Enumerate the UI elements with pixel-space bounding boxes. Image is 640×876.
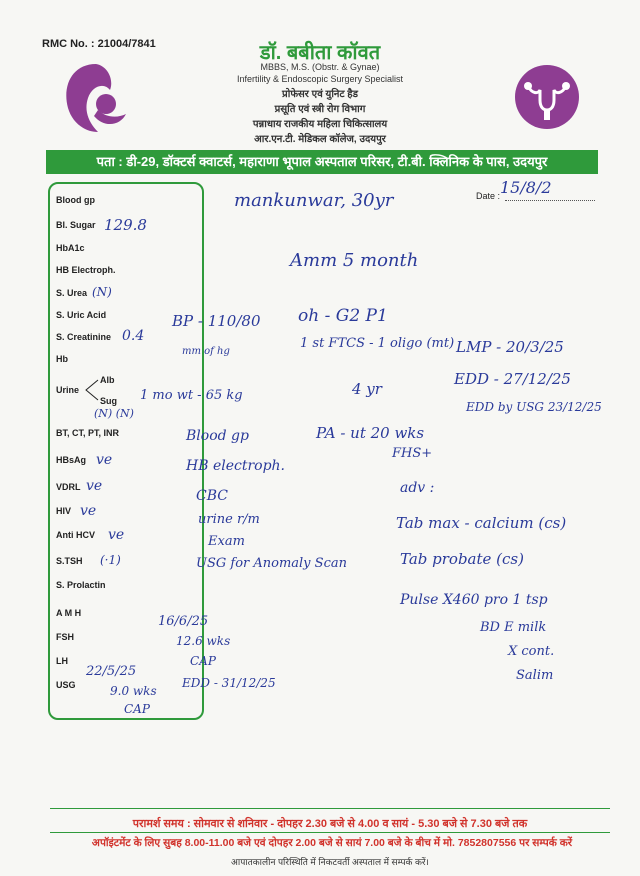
- pa-note: PA - ut 20 wks: [316, 424, 425, 442]
- anti-hcv-value: ve: [108, 527, 125, 543]
- doctor-name: डॉ. बबीता कॉवत: [259, 42, 381, 64]
- lab-s-tsh: S.TSH: [56, 556, 83, 566]
- appointment-info: अपॉइंटमेंट के लिए सुबह 8.00-11.00 बजे एवं दोपहर 2.00 बजे से सायं 7.00 बजे के बीच में मो. 7852807556 पर सम्पर्क करें: [91, 837, 573, 849]
- urine-bracket-icon: [84, 378, 100, 402]
- s-urea-value: (N): [92, 285, 112, 299]
- investigation-2: HB electroph.: [186, 458, 286, 474]
- mother-child-logo-icon: [58, 60, 134, 136]
- date-underline: [505, 200, 595, 201]
- lab-vdrl: VDRL: [56, 482, 81, 492]
- footer-divider-top: [50, 808, 610, 809]
- college-name: आर.एन.टी. मेडिकल कॉलेज, उदयपुर: [254, 134, 386, 145]
- consultation-timing: परामर्श समय : सोमवार से शनिवार - दोपहर 2.30 बजे से 4.00 व सायं - 5.30 बजे से 7.30 बजे तक: [132, 818, 528, 830]
- lab-hiv: HIV: [56, 506, 72, 516]
- usg2-cap: CAP: [190, 654, 216, 668]
- lab-hb: Hb: [56, 354, 68, 364]
- age-note: 4 yr: [352, 380, 382, 398]
- investigation-5: Exam: [208, 534, 245, 549]
- edd-note: EDD - 27/12/25: [454, 370, 571, 388]
- weight-note: 1 mo wt - 65 kg: [140, 388, 243, 403]
- vdrl-value: ve: [86, 478, 103, 494]
- usg2-date: 16/6/25: [158, 614, 209, 629]
- address-bar: पता : डी-29, डॉक्टर्स क्वाटर्स, महाराणा भूपाल अस्पताल परिसर, टी.बी. क्लिनिक के पास, उदयपुर: [46, 150, 598, 174]
- lab-urine: Urine: [56, 385, 80, 395]
- lab-fsh: FSH: [56, 632, 74, 642]
- emergency-note: आपातकालीन परिस्थिति में निकटवर्ती अस्पताल में सम्पर्क करें।: [231, 857, 429, 867]
- lab-blood-sugar: Bl. Sugar: [56, 220, 96, 230]
- s-creatinine-value: 0.4: [122, 328, 145, 344]
- usg1-date: 22/5/25: [86, 664, 137, 679]
- fhs-note: FHS+: [392, 446, 433, 461]
- degrees: MBBS, M.S. (Obstr. & Gynae): [260, 62, 380, 72]
- lab-usg: USG: [56, 680, 76, 690]
- medicine-2: Tab probate (cs): [400, 550, 524, 568]
- medicine-3-duration: X cont.: [508, 644, 555, 659]
- specialty: Infertility & Endoscopic Surgery Specialist: [236, 74, 404, 84]
- signature-note: Salim: [516, 668, 554, 683]
- usg1-cap: CAP: [124, 702, 150, 716]
- lab-s-uric-acid: S. Uric Acid: [56, 310, 107, 320]
- medicine-3: Pulse X460 pro 1 tsp: [400, 592, 548, 608]
- designation: प्रोफेसर एवं युनिट हैड: [282, 89, 358, 100]
- usg2-weeks: 12.6 wks: [176, 634, 231, 648]
- hospital-name: पन्नाधाय राजकीय महिला चिकित्सालय: [252, 119, 388, 130]
- investigation-1: Blood gp: [186, 428, 249, 444]
- hiv-value: ve: [80, 503, 97, 519]
- lab-bt-ct-pt-inr: BT, CT, PT, INR: [56, 428, 120, 438]
- investigation-3: CBC: [196, 488, 228, 504]
- bp-note: BP - 110/80: [172, 312, 261, 330]
- urine-result-marks: (N) (N): [94, 407, 134, 420]
- obstetric-history: oh - G2 P1: [298, 306, 388, 326]
- bp-unit: mm of hg: [182, 346, 230, 357]
- lab-anti-hcv: Anti HCV: [56, 530, 95, 540]
- blood-sugar-value: 129.8: [104, 216, 147, 234]
- lab-s-prolactin: S. Prolactin: [56, 580, 106, 590]
- lab-s-urea: S. Urea: [56, 288, 88, 298]
- lab-blood-group: Blood gp: [56, 195, 95, 205]
- amenorrhea-note: Amm 5 month: [290, 250, 419, 271]
- hbsag-value: ve: [96, 452, 113, 468]
- usg1-weeks: 9.0 wks: [110, 684, 157, 698]
- investigation-6: USG for Anomaly Scan: [196, 556, 347, 571]
- investigation-4: urine r/m: [198, 512, 260, 527]
- edd-usg-note: EDD by USG 23/12/25: [466, 400, 602, 414]
- s-tsh-value: (·1): [100, 553, 121, 567]
- usg2-edd: EDD - 31/12/25: [182, 676, 276, 690]
- lmp-note: LMP - 20/3/25: [456, 338, 564, 356]
- date-value: 15/8/2: [500, 178, 552, 197]
- medicine-3-dose: BD E milk: [480, 620, 547, 635]
- advice-label: adv :: [400, 480, 435, 496]
- lab-lh: LH: [56, 656, 68, 666]
- lab-hb-electroph: HB Electroph.: [56, 265, 116, 275]
- lab-amh: A M H: [56, 608, 82, 618]
- patient-name-age: mankunwar, 30yr: [234, 190, 394, 211]
- lab-hba1c: HbA1c: [56, 243, 85, 253]
- rmc-number: RMC No. : 21004/7841: [42, 38, 156, 50]
- date-label: Date :: [476, 191, 501, 201]
- medicine-1: Tab max - calcium (cs): [396, 514, 567, 532]
- uterus-logo-icon: [514, 64, 580, 130]
- lab-s-creatinine: S. Creatinine: [56, 332, 112, 342]
- lab-urine-sug: Sug: [100, 396, 117, 406]
- lab-hbsag: HBsAg: [56, 455, 87, 465]
- department: प्रसूति एवं स्त्री रोग विभाग: [274, 104, 366, 115]
- footer-divider-mid: [50, 832, 610, 833]
- lab-urine-alb: Alb: [100, 375, 115, 385]
- ftcs-note: 1 st FTCS - 1 oligo (mt): [300, 336, 455, 351]
